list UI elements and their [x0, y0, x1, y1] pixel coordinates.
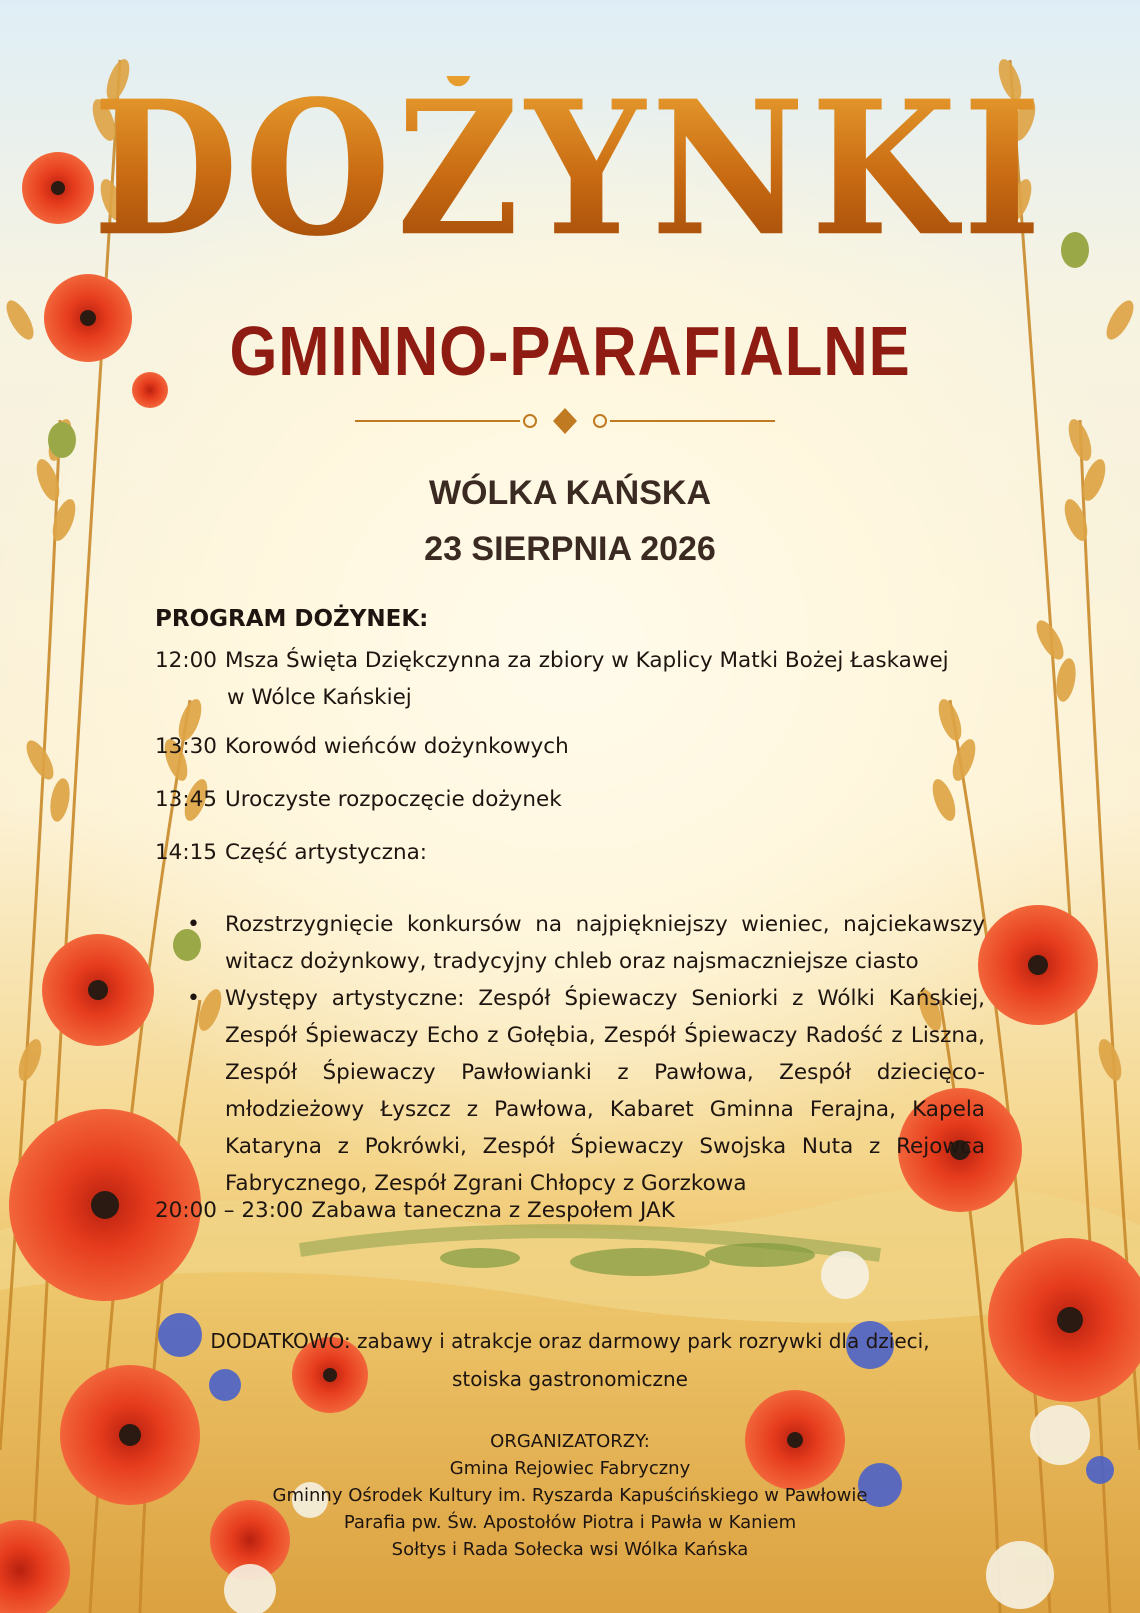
schedule-time: 20:00 – 23:00: [155, 1198, 304, 1223]
list-item: • Rozstrzygnięcie konkursów na najpiękniejszy wieniec, najciekawszy witacz dożynkowy, tradycyjny chleb oraz najsmaczniejsze ciasto: [155, 906, 985, 980]
schedule-time: 13:45: [155, 787, 217, 812]
ornament-divider-icon: [355, 406, 775, 436]
program-heading: PROGRAM DOŻYNEK:: [155, 606, 429, 632]
artistic-program-list: [155, 906, 985, 1202]
schedule-text: Korowód wieńców dożynkowych: [224, 734, 569, 759]
list-item: • Występy artystyczne: Zespół Śpiewaczy Seniorki z Wólki Kańskiej, Zespół Śpiewaczy Echo z Gołębia, Zespół Śpiewaczy Radość z Liszna, Zespół Śpiewaczy Pawłowianki z Pawłowa, Zespół dziecięco-młodzieżowy Łyszcz z Pawłowa, Kabaret Gminna Ferajna, Kapela Kataryna z Pokrówki, Zespół Śpiewaczy Swojska Nuta z Rejowca Fabrycznego, Zespół Zgrani Chłopcy z Gorzkowa: [155, 980, 985, 1202]
organizer-line: Gmina Rejowiec Fabryczny: [449, 1458, 691, 1479]
schedule-text-continuation: w Wólce Kańskiej: [227, 685, 412, 710]
organizer-line: Parafia pw. Św. Apostołów Piotra i Pawła w Kaniem: [343, 1512, 797, 1533]
extra-line: stoiska gastronomiczne: [452, 1367, 688, 1391]
poster-title: DOŻYNKI: [0, 76, 1140, 261]
schedule-text: Zabawa taneczna z Zespołem JAK: [311, 1198, 675, 1223]
schedule-text: Uroczyste rozpoczęcie dożynek: [224, 787, 562, 812]
poster-subtitle: GMINNO-PARAFIALNE: [229, 312, 911, 390]
organizer-line: Sołtys i Rada Sołecka wsi Wólka Kańska: [391, 1539, 749, 1560]
extra-line: DODATKOWO: zabawy i atrakcje oraz darmowy park rozrywki dla dzieci,: [210, 1329, 930, 1353]
organizers-heading: ORGANIZATORZY:: [490, 1431, 650, 1452]
schedule-time: 12:00: [155, 648, 217, 673]
schedule-item: [155, 834, 985, 871]
organizer-line: Gminny Ośrodek Kultury im. Ryszarda Kapuścińskiego w Pawłowie: [272, 1485, 868, 1506]
schedule-item: [155, 642, 985, 716]
schedule-item: [155, 781, 985, 818]
schedule-item-evening: [155, 1192, 985, 1229]
schedule-item: [155, 728, 985, 765]
schedule-time: 13:30: [155, 734, 217, 759]
additional-attractions: [0, 1322, 1140, 1398]
schedule-text: Część artystyczna:: [224, 840, 428, 865]
schedule-time: 14:15: [155, 840, 217, 865]
organizers-block: [0, 1428, 1140, 1563]
event-location: WÓLKA KAŃSKA: [428, 474, 712, 512]
schedule-text: Msza Święta Dziękczynna za zbiory w Kaplicy Matki Bożej Łaskawej: [224, 648, 949, 673]
event-date: 23 SIERPNIA 2026: [424, 530, 716, 568]
